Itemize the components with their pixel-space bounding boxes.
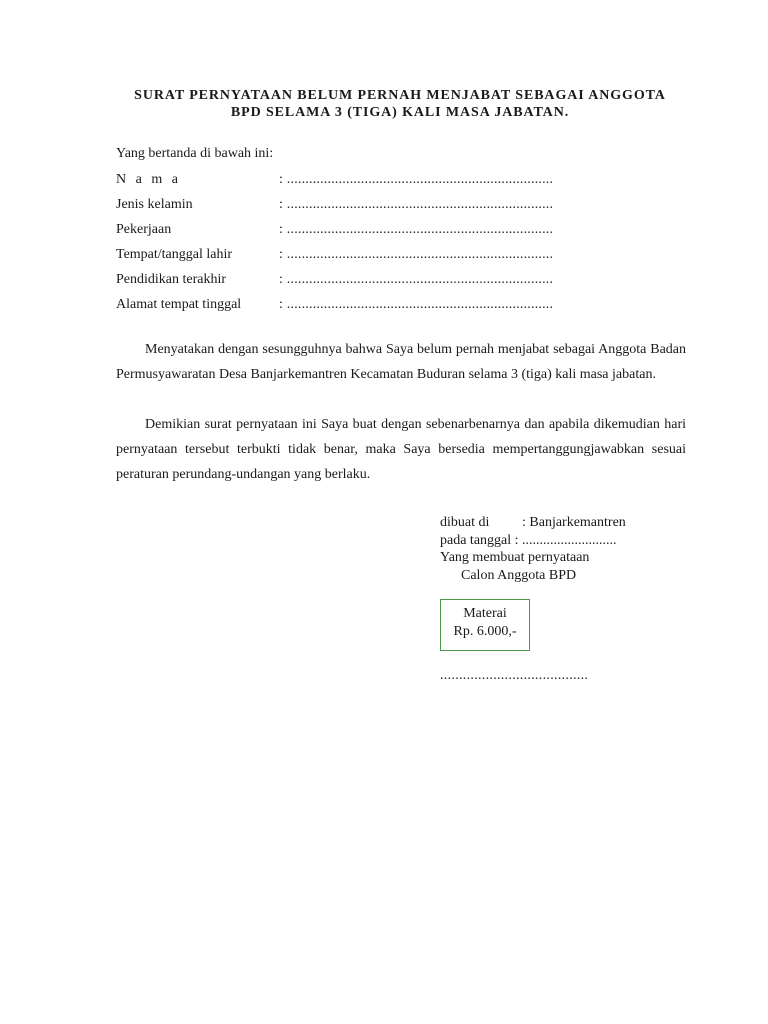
signature-line: ....................................... — [440, 668, 589, 683]
field-value-tempat-tanggal-lahir: : ........................................................................ — [279, 247, 554, 262]
stamp-box — [440, 599, 530, 651]
intro-text: Yang bertanda di bawah ini: — [116, 146, 274, 161]
field-label-pekerjaan: Pekerjaan — [116, 222, 172, 237]
field-value-pekerjaan: : ........................................................................ — [279, 222, 554, 237]
field-row-pekerjaan — [116, 220, 616, 245]
field-row-tempat-tanggal-lahir — [116, 245, 616, 270]
role-line: Calon Anggota BPD — [461, 567, 577, 583]
maker-line: Yang membuat pernyataan — [440, 550, 590, 565]
field-value-alamat: : ........................................................................ — [279, 297, 554, 312]
place-value: : Banjarkemantren — [522, 515, 626, 530]
field-row-nama — [116, 170, 616, 195]
field-value-jenis-kelamin: : ........................................................................ — [279, 197, 554, 212]
closing-paragraph: Demikian surat pernyataan ini Saya buat dengan sebenarbenarnya dan apabila dikemudian hari pernyataan tersebut terbukti tidak benar, maka Saya bersedia mempertanggungjawabkan sesuai peraturan perundang-undangan yang berlaku. — [116, 417, 686, 482]
document-title-line-2: BPD SELAMA 3 (TIGA) KALI MASA JABATAN. — [230, 105, 570, 120]
date-row: pada tanggal : ........................... — [440, 532, 617, 548]
field-row-pendidikan-terakhir — [116, 270, 616, 295]
stamp-label: Materai — [463, 606, 507, 621]
field-value-pendidikan-terakhir: : ........................................................................ — [279, 272, 554, 287]
identity-fields — [116, 170, 616, 320]
place-label: dibuat di — [440, 515, 490, 530]
signature-block — [440, 514, 700, 584]
field-label-nama: N a m a — [116, 172, 181, 187]
place-row — [440, 514, 700, 532]
field-value-nama: : ........................................................................ — [279, 172, 554, 187]
field-label-pendidikan-terakhir: Pendidikan terakhir — [116, 272, 227, 287]
stamp-amount: Rp. 6.000,- — [453, 624, 517, 639]
field-label-alamat: Alamat tempat tinggal — [116, 297, 242, 312]
field-row-jenis-kelamin — [116, 195, 616, 220]
field-row-alamat — [116, 295, 616, 320]
statement-paragraph: Menyatakan dengan sesungguhnya bahwa Saya belum pernah menjabat sebagai Anggota Badan Permusyawaratan Desa Banjarkemantren Kecamatan Buduran selama 3 (tiga) kali masa jabatan. — [116, 342, 686, 382]
field-label-jenis-kelamin: Jenis kelamin — [116, 197, 193, 212]
document-title-line-1: SURAT PERNYATAAN BELUM PERNAH MENJABAT SEBAGAI ANGGOTA — [134, 88, 666, 103]
field-label-tempat-tanggal-lahir: Tempat/tanggal lahir — [116, 247, 233, 262]
